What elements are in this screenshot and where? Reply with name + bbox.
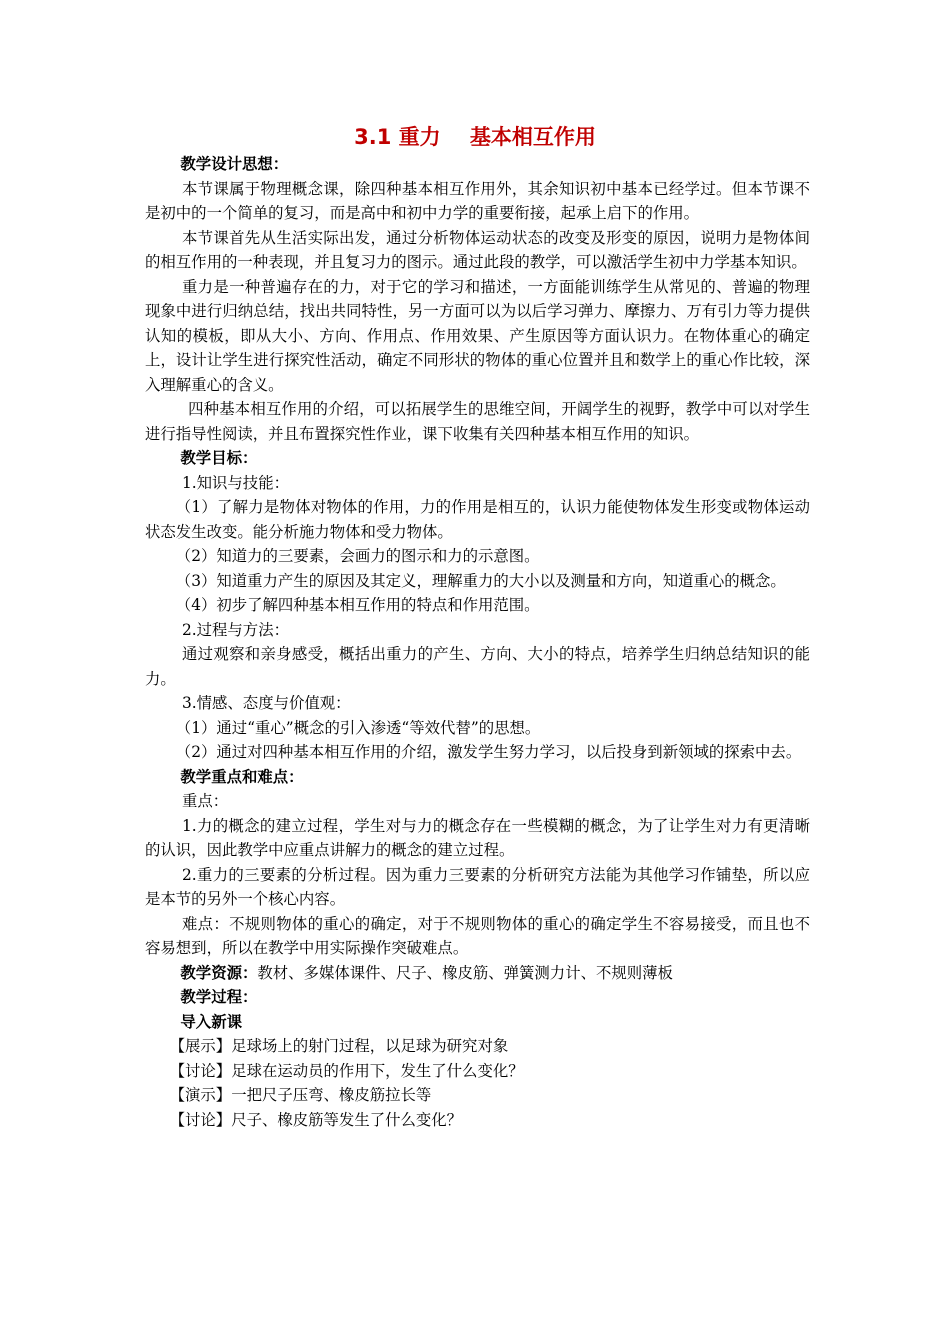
goal-item: （3）知道重力产生的原因及其定义，理解重力的大小以及测量和方向，知道重心的概念。 bbox=[175, 571, 786, 590]
paragraph: 重力是一种普遍存在的力，对于它的学习和描述，一方面能训练学生从常见的、普遍的物理现象中进行归纳总结，找出共同特性，另一方面可以为以后学习弹力、摩擦力、万有引力等力提供认知的模板，即从大小、方向、作用点、作用效果、产生原因等方面认识力。在物体重心的确定上，设计让学生进行探究性活动，确定不同形状的物体的重心位置并且和数学上的重心作比较，深入理解重心的含义。 bbox=[145, 277, 810, 394]
section-heading-design: 教学设计思想： bbox=[180, 155, 289, 173]
intro-item: 【演示】一把尺子压弯、橡皮筋拉长等 bbox=[169, 1086, 432, 1104]
goal-item: （4）初步了解四种基本相互作用的特点和作用范围。 bbox=[175, 596, 540, 614]
intro-item: 【展示】足球场上的射门过程，以足球为研究对象 bbox=[169, 1037, 509, 1055]
goal-item: （1）了解力是物体对物体的作用，力的作用是相互的，认识力能使物体发生形变或物体运动状态发生改变。能分析施力物体和受力物体。 bbox=[145, 498, 810, 541]
goal-subheading: 2.过程与方法： bbox=[181, 620, 289, 639]
document-body bbox=[145, 152, 810, 1132]
resources-text: 教材、多媒体课件、尺子、橡皮筋、弹簧测力计、不规则薄板 bbox=[257, 963, 673, 982]
section-heading-intro: 导入新课 bbox=[180, 1012, 242, 1031]
intro-item: 【讨论】尺子、橡皮筋等发生了什么变化？ bbox=[169, 1110, 463, 1129]
goal-subheading: 1.知识与技能： bbox=[181, 473, 289, 492]
goal-subheading: 3.情感、态度与价值观： bbox=[181, 694, 351, 712]
section-heading-key-points: 教学重点和难点： bbox=[180, 767, 304, 786]
paragraph: 本节课属于物理概念课，除四种基本相互作用外，其余知识初中基本已经学过。但本节课不是初中的一个简单的复习，而是高中和初中力学的重要衔接，起承上启下的作用。 bbox=[145, 179, 810, 222]
paragraph: 通过观察和亲身感受，概括出重力的产生、方向、大小的特点，培养学生归纳总结知识的能力。 bbox=[145, 645, 810, 688]
key-label: 重点： bbox=[181, 792, 229, 810]
paragraph: 1.力的概念的建立过程，学生对与力的概念存在一些模糊的概念，为了让学生对力有更清晰的认识，因此教学中应重点讲解力的概念的建立过程。 bbox=[145, 816, 810, 859]
resources-label: 教学资源： bbox=[180, 963, 258, 982]
paragraph: 四种基本相互作用的介绍，可以拓展学生的思维空间，开阔学生的视野，教学中可以对学生进行指导性阅读，并且布置探究性作业，课下收集有关四种基本相互作用的知识。 bbox=[145, 400, 810, 443]
paragraph: 2.重力的三要素的分析过程。因为重力三要素的分析研究方法能为其他学习作铺垫，所以应是本节的另外一个核心内容。 bbox=[145, 865, 810, 908]
section-heading-goals: 教学目标： bbox=[180, 449, 258, 467]
document-title: 3.1 重力 基本相互作用 bbox=[354, 125, 596, 149]
paragraph: 难点：不规则物体的重心的确定，对于不规则物体的重心的确定学生不容易接受，而且也不容易想到，所以在教学中用实际操作突破难点。 bbox=[145, 914, 810, 957]
section-heading-process: 教学过程： bbox=[180, 988, 258, 1006]
resources-line bbox=[145, 961, 810, 986]
goal-item: （1）通过“重心”概念的引入渗透“等效代替”的思想。 bbox=[175, 718, 541, 737]
goal-item: （2）知道力的三要素，会画力的图示和力的示意图。 bbox=[175, 547, 540, 565]
paragraph: 本节课首先从生活实际出发，通过分析物体运动状态的改变及形变的原因，说明力是物体间的相互作用的一种表现，并且复习力的图示。通过此段的教学，可以激活学生初中力学基本知识。 bbox=[145, 228, 810, 271]
intro-item: 【讨论】足球在运动员的作用下，发生了什么变化？ bbox=[169, 1061, 524, 1080]
goal-item: （2）通过对四种基本相互作用的介绍，激发学生努力学习，以后投身到新领域的探索中去。 bbox=[175, 743, 802, 761]
